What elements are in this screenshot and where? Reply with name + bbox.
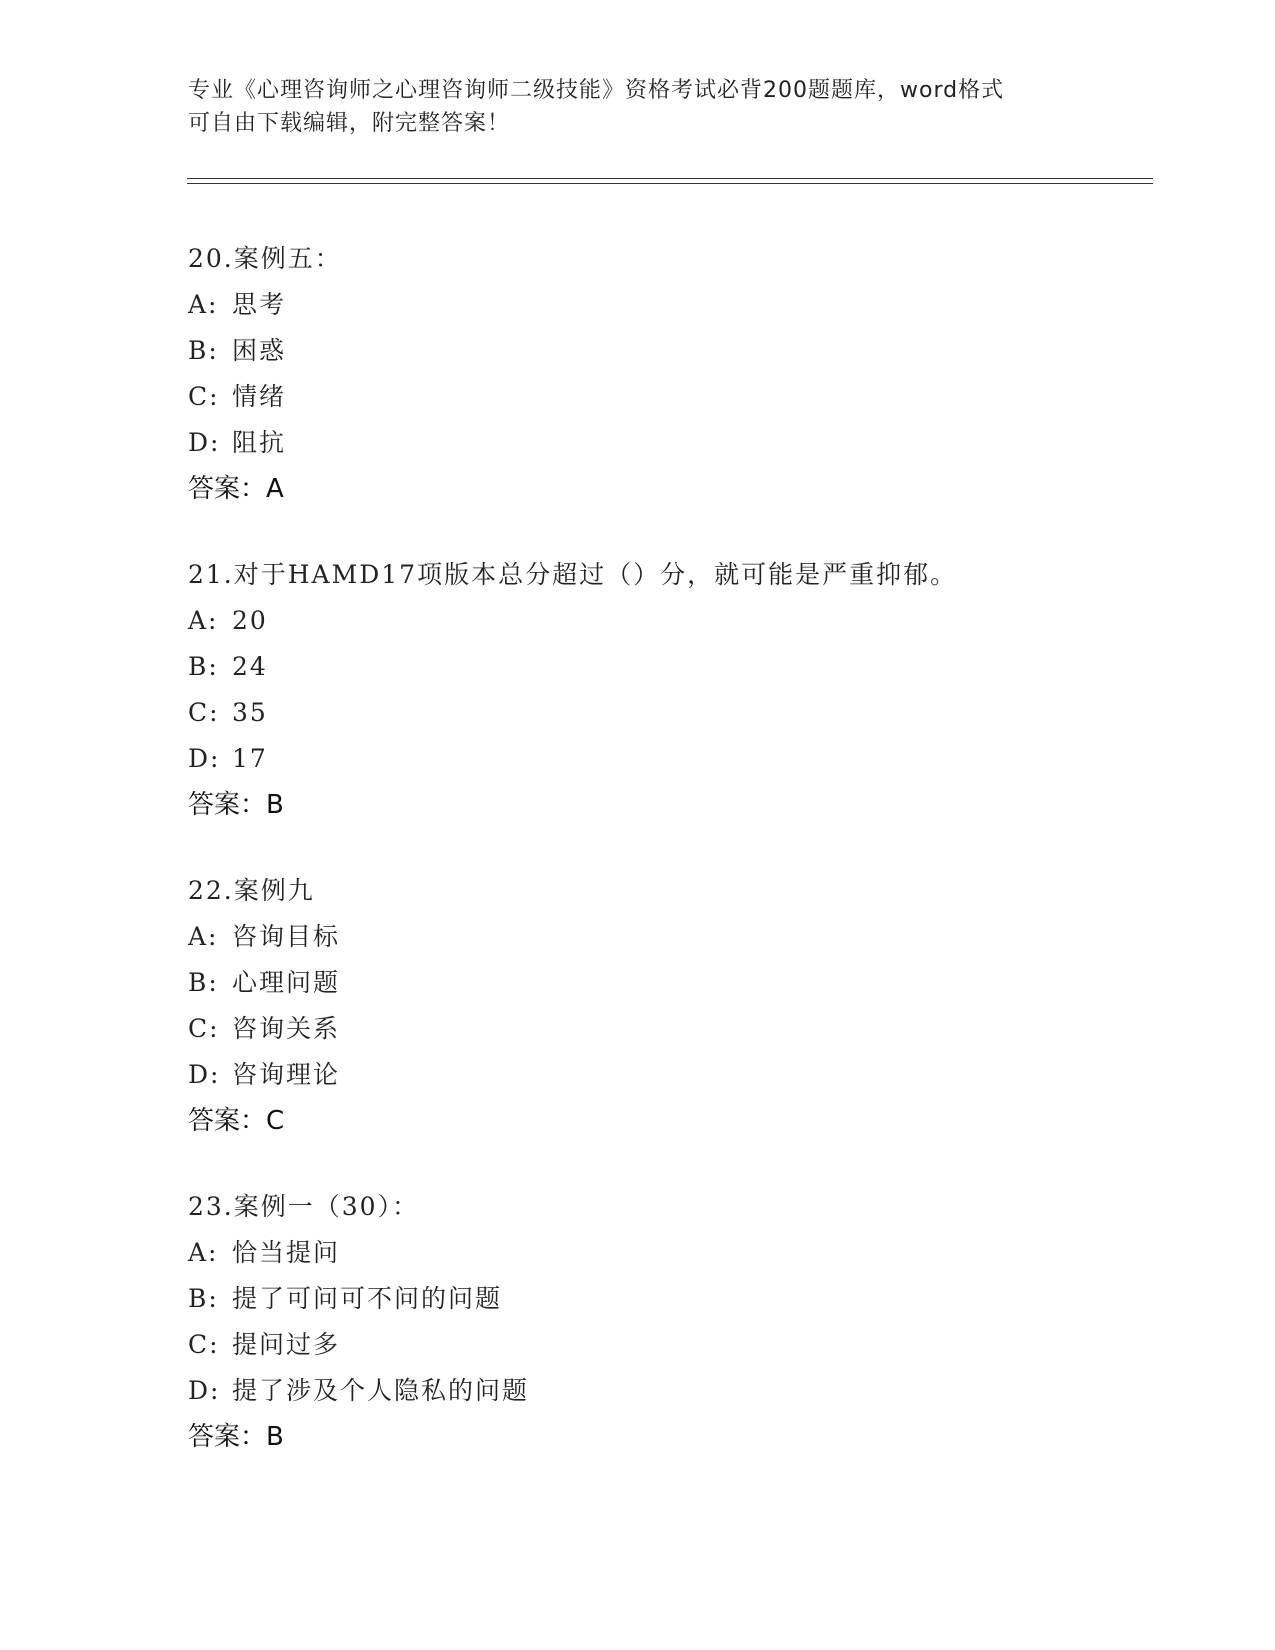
option-text: 17 bbox=[232, 744, 268, 773]
option-a bbox=[188, 1230, 1148, 1276]
option-c bbox=[188, 1006, 1148, 1052]
header-line-2: 可自由下载编辑，附完整答案！ bbox=[188, 111, 511, 136]
question-stem: 22.案例九 bbox=[188, 876, 315, 905]
option-text: 阻抗 bbox=[232, 428, 287, 457]
option-text: 提了涉及个人隐私的问题 bbox=[232, 1376, 530, 1405]
option-letter: A: bbox=[188, 922, 219, 951]
option-b bbox=[188, 1276, 1148, 1322]
option-a bbox=[188, 598, 1148, 644]
option-text: 恰当提问 bbox=[232, 1238, 341, 1267]
option-letter: C: bbox=[188, 1014, 220, 1043]
option-letter: B: bbox=[188, 652, 219, 681]
question-20 bbox=[188, 236, 1148, 512]
document-header bbox=[188, 74, 1068, 140]
option-a bbox=[188, 914, 1148, 960]
option-letter: C: bbox=[188, 382, 220, 411]
option-a bbox=[188, 282, 1148, 328]
option-d bbox=[188, 1368, 1148, 1414]
option-text: 20 bbox=[232, 606, 268, 635]
option-letter: A: bbox=[188, 606, 219, 635]
option-c bbox=[188, 1322, 1148, 1368]
option-text: 情绪 bbox=[232, 382, 287, 411]
header-divider-bottom bbox=[187, 183, 1153, 184]
option-letter: A: bbox=[188, 1238, 219, 1267]
option-b bbox=[188, 644, 1148, 690]
option-letter: D: bbox=[188, 744, 221, 773]
option-letter: C: bbox=[188, 698, 220, 727]
question-stem: 23.案例一（30）： bbox=[188, 1192, 420, 1221]
option-letter: B: bbox=[188, 1284, 219, 1313]
option-b bbox=[188, 960, 1148, 1006]
option-d bbox=[188, 420, 1148, 466]
question-21 bbox=[188, 552, 1148, 828]
option-text: 提了可问可不问的问题 bbox=[232, 1284, 503, 1313]
option-letter: D: bbox=[188, 428, 221, 457]
question-22 bbox=[188, 868, 1148, 1144]
option-letter: D: bbox=[188, 1060, 221, 1089]
question-stem: 21.对于HAMD17项版本总分超过（）分，就可能是严重抑郁。 bbox=[188, 560, 958, 589]
header-line-1: 专业《心理咨询师之心理咨询师二级技能》资格考试必背200题题库，word格式 bbox=[188, 78, 1005, 103]
option-letter: B: bbox=[188, 968, 219, 997]
option-c bbox=[188, 690, 1148, 736]
option-text: 咨询关系 bbox=[232, 1014, 341, 1043]
question-23 bbox=[188, 1184, 1148, 1460]
answer-line: 答案：B bbox=[188, 790, 284, 820]
option-text: 35 bbox=[232, 698, 268, 727]
option-text: 提问过多 bbox=[232, 1330, 341, 1359]
question-list bbox=[188, 236, 1148, 1500]
option-text: 咨询理论 bbox=[232, 1060, 341, 1089]
header-divider-top bbox=[187, 178, 1153, 179]
answer-line: 答案：A bbox=[188, 474, 284, 504]
option-letter: B: bbox=[188, 336, 219, 365]
option-letter: A: bbox=[188, 290, 219, 319]
option-text: 咨询目标 bbox=[232, 922, 341, 951]
answer-line: 答案：C bbox=[188, 1106, 285, 1136]
option-letter: D: bbox=[188, 1376, 221, 1405]
option-c bbox=[188, 374, 1148, 420]
answer-line: 答案：B bbox=[188, 1422, 284, 1452]
option-text: 24 bbox=[232, 652, 268, 681]
option-letter: C: bbox=[188, 1330, 220, 1359]
option-b bbox=[188, 328, 1148, 374]
option-text: 思考 bbox=[232, 290, 287, 319]
option-text: 困惑 bbox=[232, 336, 287, 365]
option-text: 心理问题 bbox=[232, 968, 341, 997]
question-stem: 20.案例五： bbox=[188, 244, 342, 273]
option-d bbox=[188, 736, 1148, 782]
option-d bbox=[188, 1052, 1148, 1098]
